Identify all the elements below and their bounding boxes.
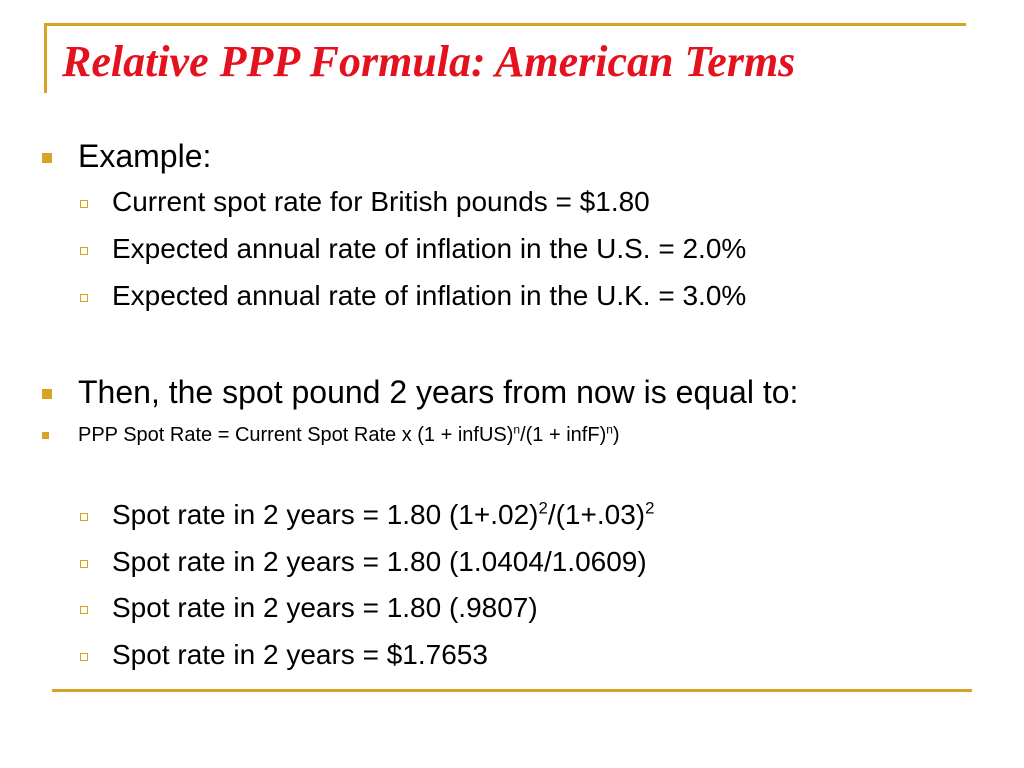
calc1-exponent-2: 2 [645,498,655,518]
slide-title: Relative PPP Formula: American Terms [62,37,796,86]
sub-bullet-text: Expected annual rate of inflation in the U.K. = 3.0% [112,280,747,311]
formula-part3: ) [612,424,620,446]
square-bullet-icon [42,389,52,399]
then-text: Then, the spot pound 2 years from now is equal to: [78,374,799,410]
calc-text: Spot rate in 2 years = $1.7653 [112,639,488,670]
calc-text: Spot rate in 2 years = 1.80 (.9807) [112,592,538,623]
frame-left-accent [44,23,47,93]
formula-part2: /(1 + infF) [520,424,607,446]
calc-text [112,499,654,531]
square-bullet-icon [42,153,52,163]
hollow-square-bullet-icon [80,200,88,208]
square-bullet-icon [42,432,49,439]
sub-bullet-text: Current spot rate for British pounds = $1.80 [112,186,650,217]
calc1-exponent-1: 2 [538,498,548,518]
formula-exponent-2: n [606,422,613,437]
hollow-square-bullet-icon [80,606,88,614]
calc1-part1: Spot rate in 2 years = 1.80 (1+.02) [112,499,539,530]
calc1-part2: /(1+.03) [547,499,646,530]
sub-bullet-text: Expected annual rate of inflation in the U.S. = 2.0% [112,233,747,264]
example-label: Example: [78,138,212,174]
frame-top-rule [44,23,966,26]
hollow-square-bullet-icon [80,294,88,302]
formula-exponent-1: n [513,422,521,437]
hollow-square-bullet-icon [80,560,88,568]
hollow-square-bullet-icon [80,247,88,255]
hollow-square-bullet-icon [80,653,88,661]
hollow-square-bullet-icon [80,513,88,521]
frame-bottom-rule [52,689,972,692]
formula-text [78,424,620,447]
formula-part1: PPP Spot Rate = Current Spot Rate x (1 + infUS) [78,424,514,446]
calc-text: Spot rate in 2 years = 1.80 (1.0404/1.0609) [112,546,647,577]
